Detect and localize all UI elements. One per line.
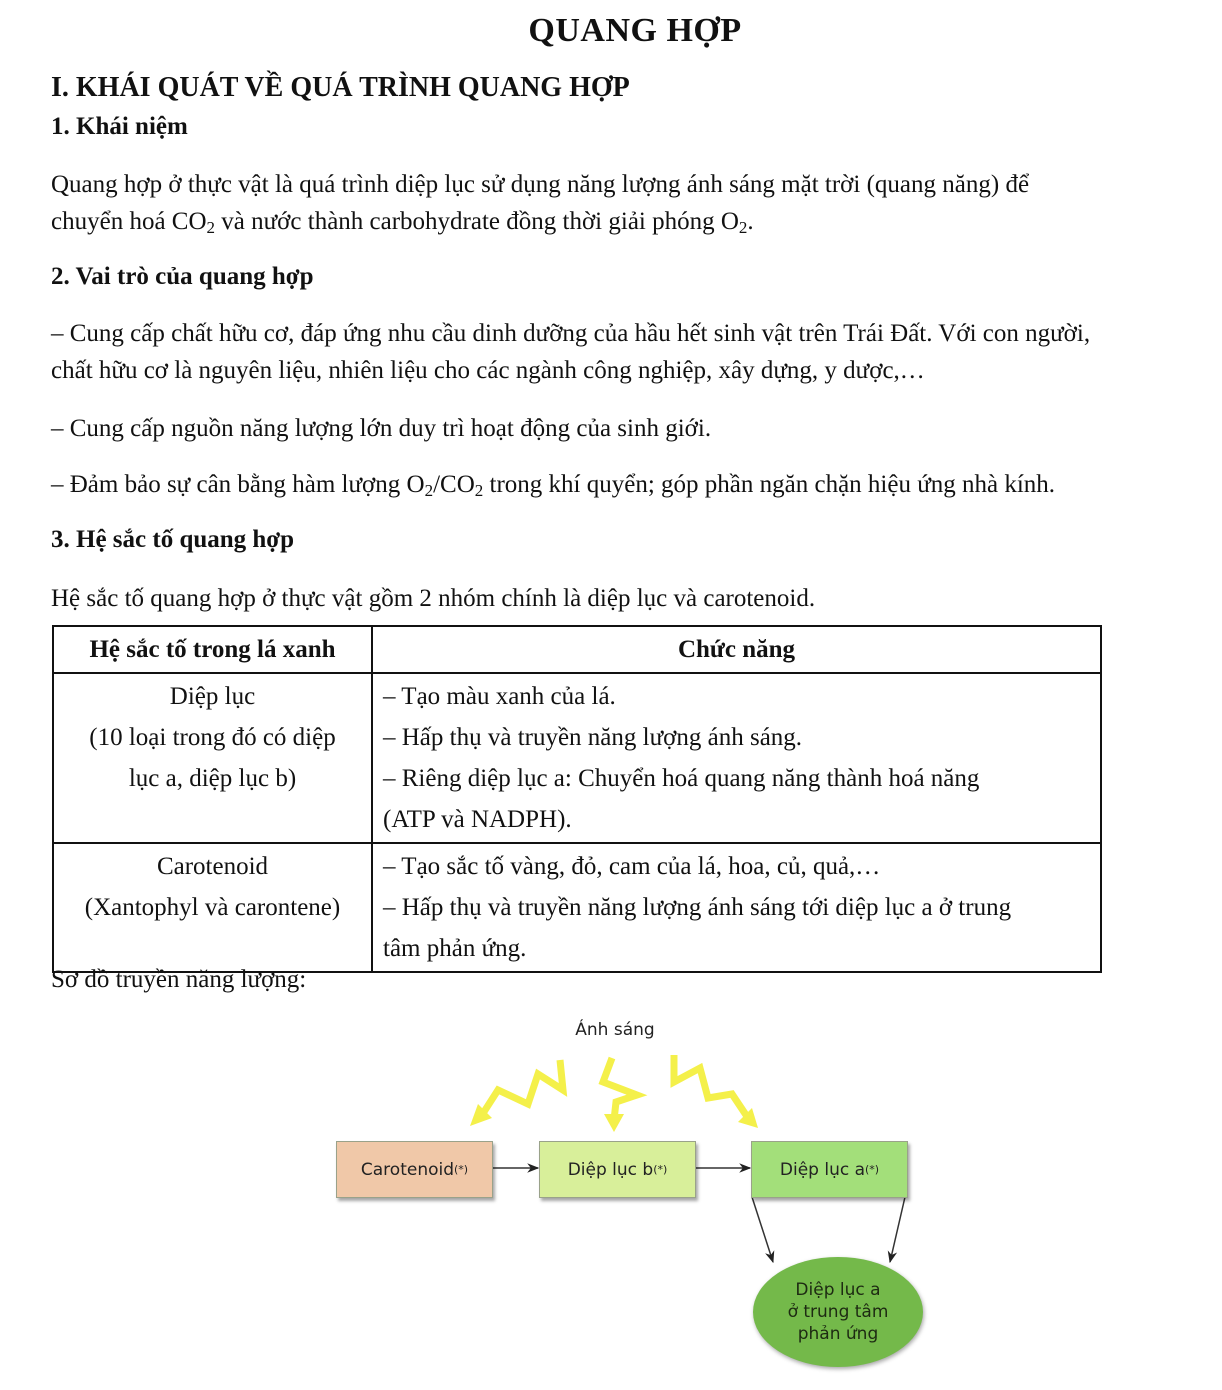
subheading-concept: 1. Khái niệm	[51, 113, 188, 140]
node-reaction-center: Diệp lục a ở trung tâm phản ứng	[753, 1257, 923, 1367]
arrow-a-to-center-left	[752, 1197, 773, 1262]
node-chlorophyll-b: Diệp lục b (*)	[539, 1141, 696, 1198]
section-heading-overview: I. KHÁI QUÁT VỀ QUÁ TRÌNH QUANG HỢP	[51, 72, 630, 103]
lightning-left-icon	[480, 1060, 563, 1118]
table-row	[53, 673, 1101, 843]
subheading-role: 2. Vai trò của quang hợp	[51, 263, 314, 290]
arrow-a-to-center-right	[890, 1197, 905, 1262]
header-function: Chức năng	[372, 626, 1101, 673]
table-header-row	[53, 626, 1101, 673]
pigment-cell: Carotenoid (Xantophyl và carontene)	[53, 843, 372, 972]
role-bullet-1: – Cung cấp chất hữu cơ, đáp ứng nhu cầu dinh dưỡng của hầu hết sinh vật trên Trái Đất. Với con người, chất hữu cơ là nguyên liệu, nhiên liệu cho các ngành công nghiệp, xây dựng, y dược,…	[51, 320, 1091, 384]
subheading-pigments: 3. Hệ sắc tố quang hợp	[51, 526, 295, 553]
function-cell: – Tạo sắc tố vàng, đỏ, cam của lá, hoa, củ, quả,… – Hấp thụ và truyền năng lượng ánh sáng tới diệp lục a ở trung tâm phản ứng.	[372, 843, 1101, 972]
pigment-table	[52, 625, 1102, 973]
node-chlorophyll-a: Diệp lục a (*)	[751, 1141, 908, 1198]
lightning-left-arrowhead-icon	[470, 1104, 492, 1126]
pigments-intro: Hệ sắc tố quang hợp ở thực vật gồm 2 nhóm chính là diệp lục và carotenoid.	[51, 585, 816, 612]
concept-line-1: Quang hợp ở thực vật là quá trình diệp lục sử dụng năng lượng ánh sáng mặt trời (quang năng) để	[51, 171, 1030, 198]
pigment-cell: Diệp lục (10 loại trong đó có diệp lục a, diệp lục b)	[53, 673, 372, 843]
page-title: QUANG HỢP	[528, 12, 742, 49]
lightning-center-icon	[603, 1058, 637, 1120]
table-row	[53, 843, 1101, 972]
lightning-right-arrowhead-icon	[738, 1108, 758, 1128]
header-pigment: Hệ sắc tố trong lá xanh	[53, 626, 372, 673]
role-bullet-2: – Cung cấp nguồn năng lượng lớn duy trì hoạt động của sinh giới.	[51, 415, 712, 442]
lightning-center-arrowhead-icon	[604, 1114, 624, 1132]
role-bullet-3: – Đảm bảo sự cân bằng hàm lượng $O_2/CO_2$ trong khí quyển; góp phần ngăn chặn hiệu ứng nhà kính.	[51, 471, 1056, 500]
concept-paragraph	[51, 166, 1211, 240]
light-label: Ánh sáng	[575, 1020, 655, 1040]
concept-line-2: chuyển hoá $CO_2$ và nước thành carbohydrate đồng thời giải phóng $O_2$.	[51, 208, 754, 237]
lightning-right-icon	[674, 1055, 748, 1118]
function-cell: – Tạo màu xanh của lá. – Hấp thụ và truyền năng lượng ánh sáng. – Riêng diệp lục a: Chuyển hoá quang năng thành hoá năng (ATP và NADPH).	[372, 673, 1101, 843]
node-carotenoid: Carotenoid (*)	[336, 1141, 493, 1198]
diagram-caption: Sơ đồ truyền năng lượng:	[51, 966, 307, 993]
